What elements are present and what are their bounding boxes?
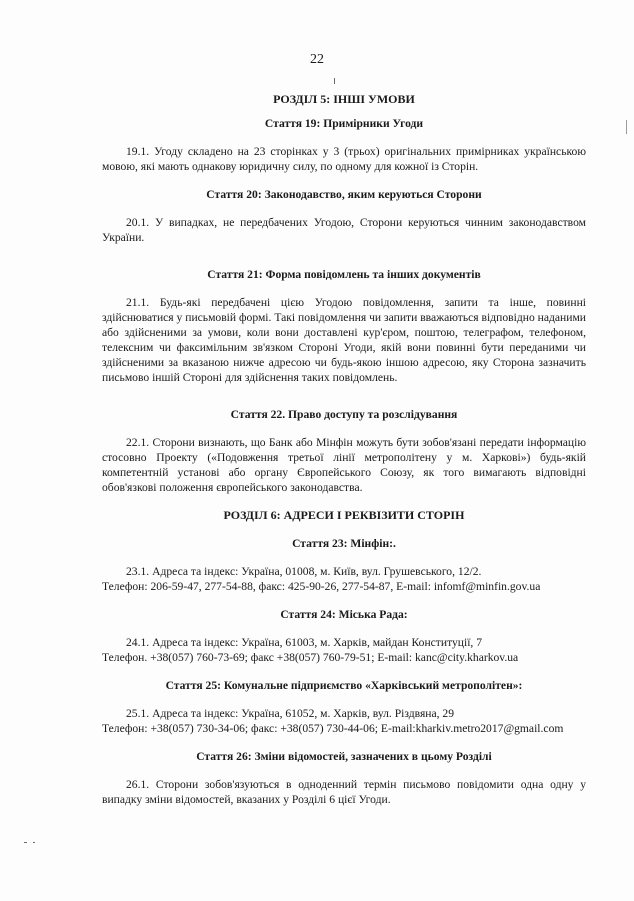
document-body xyxy=(102,92,586,807)
article-paragraph: 20.1. У випадках, не передбачених Угодою, Сторони керуються чинним законодавством України. xyxy=(102,216,586,244)
article-title: Стаття 21: Форма повідомлень та інших документів xyxy=(207,268,481,281)
article-title: Стаття 26: Зміни відомостей, зазначених в цьому Розділі xyxy=(196,750,492,763)
article-paragraph: 21.1. Будь-які передбачені цією Угодою повідомлення, запити та інше, повинні здійснюватися у письмовій формі. Такі повідомлення чи запити вважаються відповідно наданими або здійсненими за умови, коли вони доставлені кур'єром, поштою, телеграфом, телефоном, телексним чи факсимільним зв'язком Стороні Угоди, якій вони повинні бути переданими чи здійсненими за вказаною нижче адресою чи будь-якою іншою адресою, яку Сторона зазначить письмово іншій Стороні для здійснення таких повідомлень. xyxy=(102,296,586,384)
contact-line: Телефон: +38(057) 730-34-06; факс: +38(057) 730-44-06; E-mail:kharkiv.metro2017@gmail.com xyxy=(102,722,564,735)
scan-speck xyxy=(33,842,35,843)
scan-speck xyxy=(24,842,27,843)
article-title: Стаття 24: Міська Рада: xyxy=(280,608,408,621)
section-title: РОЗДІЛ 6: АДРЕСИ І РЕКВІЗИТИ СТОРІН xyxy=(223,508,465,522)
article-title: Стаття 25: Комунальне підприємство «Харківський метрополітен»: xyxy=(165,679,523,692)
article-title: Стаття 22. Право доступу та розслідування xyxy=(230,408,458,421)
article-paragraph: 26.1. Сторони зобов'язуються в одноденний термін письмово повідомити одна одну у випадку зміни відомостей, вказаних у Розділі 6 цієї Угоди. xyxy=(102,778,586,806)
scan-speck xyxy=(334,78,335,84)
article-title: Стаття 19: Примірники Угоди xyxy=(264,117,424,130)
address-line: 24.1. Адреса та індекс: Україна, 61003, м. Харків, майдан Конституції, 7 xyxy=(126,636,483,649)
address-line: 23.1. Адреса та індекс: Україна, 01008, м. Київ, вул. Грушевського, 12/2. xyxy=(126,565,482,578)
contact-line: Телефон. +38(057) 760-73-69; факс +38(057) 760-79-51; E-mail: kanc@city.kharkov.ua xyxy=(102,651,519,664)
article-paragraph: 22.1. Сторони визнають, що Банк або Мінфін можуть бути зобов'язані передати інформацію стосовно Проекту («Подовження третьої лінії метрополітену у м. Харкові») будь-якій компетентній установі або органу Європейського Союзу, як того вимагають відповідні обов'язкові положення європейського законодавства. xyxy=(102,436,586,494)
page-number: 22 xyxy=(310,52,324,67)
address-line: 25.1. Адреса та індекс: Україна, 61052, м. Харків, вул. Різдвяна, 29 xyxy=(126,707,455,720)
article-paragraph: 19.1. Угоду складено на 23 сторінках у 3 (трьох) оригінальних примірниках українською мовою, які мають однакову юридичну силу, по одному для кожної із Сторін. xyxy=(102,145,586,173)
scan-speck xyxy=(626,120,627,134)
contact-line: Телефон: 206-59-47, 277-54-88, факс: 425-90-26, 277-54-87, E-mail: infomf@minfin.gov.ua xyxy=(102,580,541,593)
section-title: РОЗДІЛ 5: ІНШІ УМОВИ xyxy=(273,92,415,106)
article-title: Стаття 23: Мінфін:. xyxy=(292,537,396,550)
article-title: Стаття 20: Законодавство, яким керуються Сторони xyxy=(206,188,482,201)
